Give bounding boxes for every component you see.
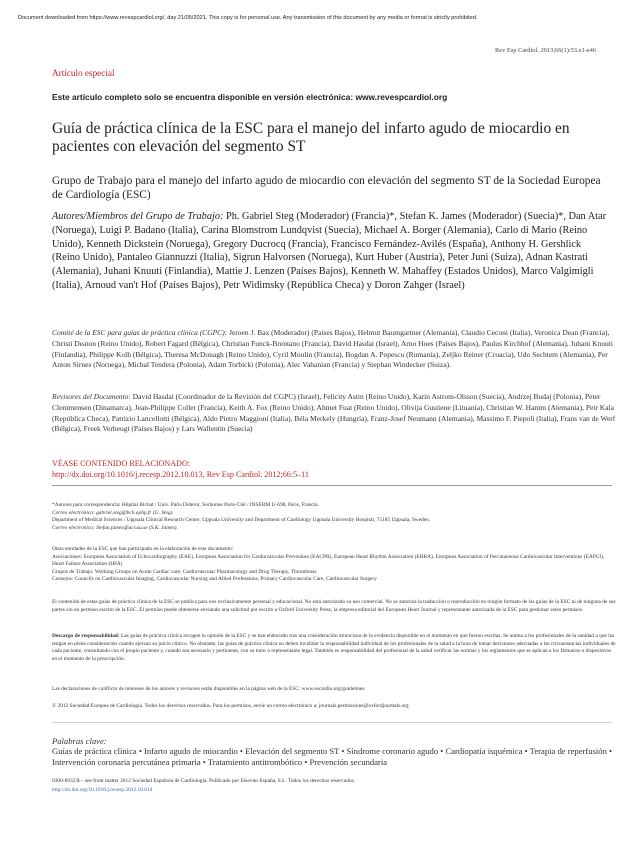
- divider: [52, 485, 612, 486]
- download-notice: Document downloaded from https://www.revespcardiol.org/, day 21/05/2021. This copy is for personal use. Any transmission of this document by any media or format is strictly prohibited.: [18, 15, 478, 21]
- correspondence-line: Department of Medical Sciences / Uppsala Clinical Research Center, Uppsala University and Department of Cardiology Uppsala University Hospital, 75185 Uppsala, Sweden.: [52, 517, 431, 523]
- correspondence-footnote: [52, 502, 617, 532]
- usage-disclaimer: El contenido de estas guías de práctica clínica de la ESC se publica para uso exclusivamente personal y educacional. No está autorizado su uso comercial. No se autoriza la traducción o reproducción en ningún formato de las guías de la ESC ni de ninguna de sus partes sin un permiso escrito de la ESC. El permiso puede obtenerse enviando una solicitud por escrito a Oxford University Press, la empresa editorial del European Heart Journal y representante autorizada de la ESC para gestionar estos permisos: [52, 599, 616, 613]
- reviewers-text: David Hasdai (Coordinador de la Revisión del CGPC) (Israel), Felicity Astin (Reino Unido), Karin Astrom-Olsson (Suecia), Andrzej Budaj (Polonia), Peter Clemmensen (Dinamarca), Jean-Philippe Collet (Francia), Keith A. Fox (Reino Unido), Ahmet Fuat (Reino Unido), Olivija Gustiene (Lituania), Christian W. Hamm (Alemania), Petr Kala (República Checa), Patrizio Lancellotti (Bélgica), Aldo Pietro Maggioni (Italia), Béla Merkely (Hungría), Franz-Josef Neumann (Alemania), Massimo F. Piepoli (Italia), Frans van de Werf (Bélgica), Freek Verheugt (Países Bajos) y Lars Wallentin (Suecia): [52, 392, 616, 434]
- responsibility-disclaimer: [52, 633, 617, 663]
- other-entities-line: Asociaciones: European Association of Echocardiography (EAE), European Association for Cardiovascular Prevention (EACPR), European Heart Rhythm Association (EHRA), European Association of Percutaneous Cardiovascular Interventions (EAPCI), Heart Failure Association (HFA): [52, 553, 605, 567]
- author-list: [52, 210, 608, 293]
- electronic-version-note: Este artículo completo solo se encuentra disponible en versión electrónica: www.revespcardiol.org: [52, 92, 448, 102]
- related-content-link[interactable]: http://dx.doi.org/10.1016/j.recesp.2012.10.013, Rev Esp Cardiol. 2012;66:5–11: [52, 470, 309, 480]
- correspondence-email: Correo electrónico: gabriel.steg@bch.aphp.fr (G. Steg).: [52, 509, 174, 516]
- other-entities-footnote: [52, 546, 617, 584]
- reviewers-block: [52, 392, 620, 435]
- other-entities-line: Grupos de Trabajo: Working Groups on Acute Cardiac care, Cardiovascular Pharmacology and Drug Therapy, Thrombosis: [52, 568, 317, 575]
- responsibility-text: Las guías de práctica clínica recogen la opinión de la ESC y se han elaborado tras una consideración minuciosa de la evidencia disponible en el momento en que fueron escritas. Se anima a los profesionales de la sanidad a que las tengan en plena consideración cuando ejerzan su juicio clínico. No obstante, las guías de práctica clínica no deben invalidar la responsabilidad individual de los profesionales de la salud a la hora de tomar decisiones adecuadas a las circunstancias individuales de cada paciente, consultando con el propio paciente y, cuando sea necesario y pertinente, con su tutor o representante legal. También es responsabilidad del profesional de la salud verificar las normas y los reglamentos que se aplican a los fármacos o dispositivos en el momento de la prescripción.: [52, 633, 616, 662]
- correspondence-email: Correo electrónico: Stefan.james@ucr.uu.se (S.K. James).: [52, 524, 178, 531]
- authors-label: Autores/Miembros del Grupo de Trabajo:: [52, 211, 224, 222]
- article-subtitle: Grupo de Trabajo para el manejo del infarto agudo de miocardio con elevación del segmento ST de la Sociedad Europea de Cardiología (ESC): [52, 175, 601, 201]
- committee-block: [52, 328, 620, 371]
- related-content: [52, 458, 309, 480]
- conflicts-note: Las declaraciones de conflicto de intereses de los autores y revisores están disponibles en la página web de la ESC: www.escardio.org/guidelines: [52, 686, 365, 692]
- committee-label: Comité de la ESC para guías de práctica clínica (CGPC):: [52, 328, 228, 337]
- divider: [52, 722, 612, 723]
- copyright-note: © 2012 Sociedad Europea de Cardiología. Todos los derechos reservados. Para los permisos, envíe un correo electrónico a: journals.permissions@oxfordjournals.org: [52, 703, 409, 709]
- issn-line: 0300-8932/$ – see front matter 2012 Sociedad Española de Cardiología. Publicado por Elsevier España, S.L. Todos los derechos reservados.: [52, 778, 355, 784]
- other-entities-line: Consejos: Councils on Cardiovascular Imaging, Cardiovascular Nursing and Allied Professions, Primary Cardiovascular Care, Cardiovascular Surgery: [52, 576, 377, 582]
- journal-reference: Rev Esp Cardiol. 2013;66(1):53.e1-e46: [495, 47, 596, 54]
- responsibility-label: Descargo de responsabilidad:: [52, 633, 120, 639]
- other-entities-heading: Otras entidades de la ESC que han participado en la elaboración de este documento:: [52, 546, 234, 552]
- keywords-list: Guías de práctica clínica • Infarto agudo de miocardio • Elevación del segmento ST • Síndrome coronario agudo • Cardiopatía isquémica • Terapia de reperfusión • Intervención coronaria percutánea primaria • Tratamiento antitrombótico • Prevención secundaria: [52, 746, 613, 768]
- reviewers-label: Revisores del Documento:: [52, 392, 131, 401]
- committee-text: Jeroen J. Bax (Moderador) (Países Bajos), Helmut Baumgartner (Alemania), Claudio Ceconi (Italia), Veronica Dean (Francia), Christi Deaton (Reino Unido), Robert Fagard (Bélgica), Christian Funck-Brentano (Francia), David Hasdai (Israel), Arno Hoes (Países Bajos), Paulus Kirchhof (Alemania), Juhani Knuuti (Finlandia), Philippe Kolh (Bélgica), Theresa McDonagh (Reino Unido), Cyril Moulin (Francia), Bogdan A. Popescu (Rumanía), Zeljko Reiner (Croacia), Udo Sechtem (Alemania), Per Anton Sirnes (Noruega), Michal Tendera (Polonia), Adam Torbicki (Polonia), Alec Vahanian (Francia) y Stephan Windecker (Suiza).: [52, 328, 613, 370]
- authors-text: Ph. Gabriel Steg (Moderador) (Francia)*, Stefan K. James (Moderador) (Suecia)*, Dan Atar (Noruega), Luigi P. Badano (Italia), Carina Blomstrom Lundqvist (Suecia), Michael A. Borger (Alemania), Carlo di Mario (Reino Unido), Kenneth Dickstein (Noruega), Gregory Ducrocq (Francia), Francisco Fernández-Avilés (España), Anthony H. Gershlick (Reino Unido), Pantaleo Giannuzzi (Italia), Sigrun Halvorsen (Noruega), Kurt Huber (Austria), Peter Juni (Suiza), Adnan Kastrati (Alemania), Juhani Knuuti (Finlandia), Mattie J. Lenzen (Países Bajos), Kenneth W. Mahaffey (Estados Unidos), Marco Valgimigli (Italia), Arnoud van't Hof (Países Bajos), Petr Widimsky (República Checa) y Doron Zahger (Israel): [52, 211, 607, 291]
- article-type: Artículo especial: [52, 68, 115, 78]
- related-content-label: VÉASE CONTENIDO RELACIONADO:: [52, 459, 191, 468]
- doi-link[interactable]: http://dx.doi.org/10.1016/j.recesp.2012.10.014: [52, 787, 153, 793]
- correspondence-line: *Autores para correspondencia: Hôpital Bichat / Univ. Paris Diderot, Sorbonne Paris-Cité / INSERM U-698, Paris, Francia.: [52, 502, 320, 508]
- article-title: Guía de práctica clínica de la ESC para el manejo del infarto agudo de miocardio en pacientes con elevación del segmento ST: [52, 120, 570, 155]
- keywords-label: Palabras clave:: [52, 736, 107, 746]
